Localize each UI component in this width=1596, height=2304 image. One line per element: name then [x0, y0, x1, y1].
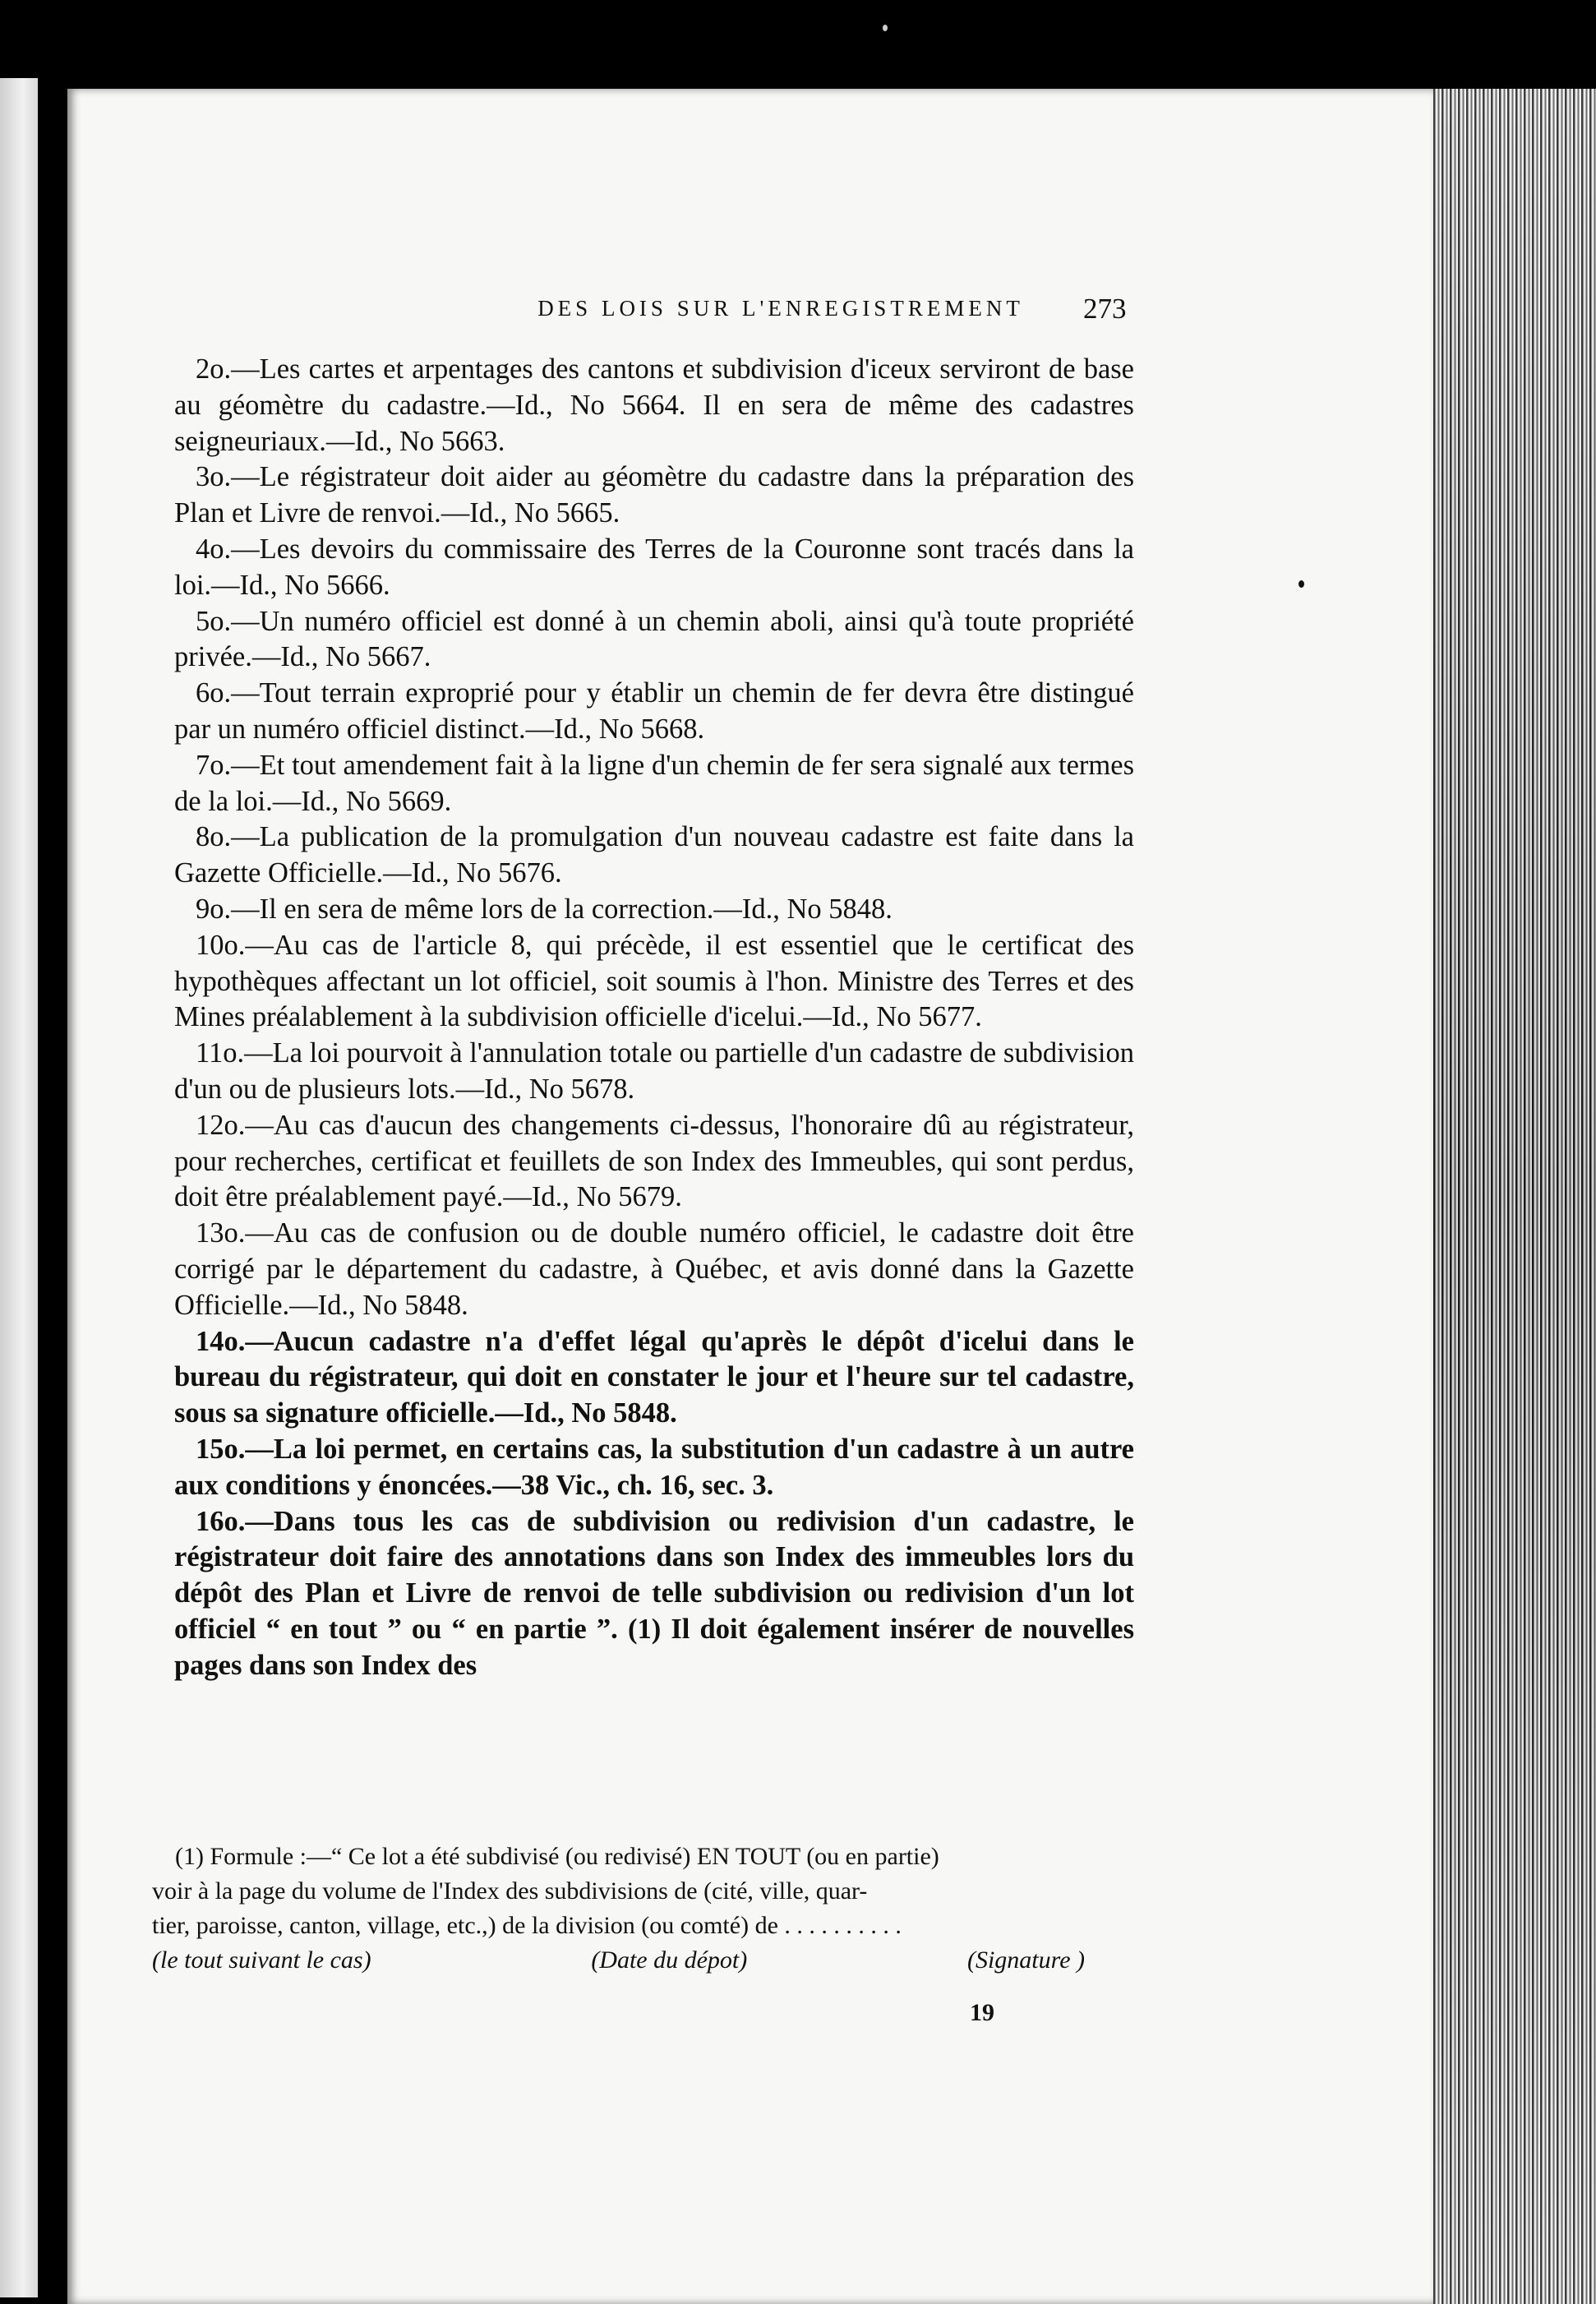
signature-mark: 19 — [970, 1999, 994, 2026]
paragraph: 13o.—Au cas de confusion ou de double numéro officiel, le cadastre doit être corrigé par le département du cadastre, à Québec, et avis donné dans la Gazette Officielle.—Id., No 5848. — [174, 1217, 1134, 1321]
ink-speck — [1298, 580, 1304, 588]
page-stack-edges — [1433, 89, 1596, 2304]
paragraph: 10o.—Au cas de l'article 8, qui précède, il est essentiel que le certificat des hypothèques affectant un lot officiel, soit soumis à l'hon. Ministre des Terres et des Mines préalablement à la subdivision officielle d'icelui.—Id., No 5677. — [174, 929, 1134, 1033]
paragraph: 8o.—La publication de la promulgation d'un nouveau cadastre est faite dans la Gazette Officielle.—Id., No 5676. — [174, 821, 1134, 889]
footnote-sign-left: (le tout suivant le cas) — [152, 1946, 371, 1974]
paragraph: 7o.—Et tout amendement fait à la ligne d'un chemin de fer sera signalé aux termes de la loi.—Id., No 5669. — [174, 749, 1134, 817]
footnote-line: (1) Formule :—“ Ce lot a été subdivisé (ou redivisé) EN TOUT (ou en partie) — [175, 1843, 939, 1870]
paragraph: 3o.—Le régistrateur doit aider au géomètre du cadastre dans la préparation des Plan et Livre de renvoi.—Id., No 5665. — [174, 461, 1134, 529]
paragraph: 16o.—Dans tous les cas de subdivision ou redivision d'un cadastre, le régistrateur doit faire des annotations dans son Index des immeubles lors du dépôt des Plan et Livre de renvoi de telle subdivision ou redivision d'un lot officiel “ en tout ” ou “ en partie ”. (1) Il doit également insérer de nouvelles pages dans son Index des — [174, 1505, 1134, 1681]
page-number: 273 — [1083, 293, 1127, 325]
footnote-sign-mid: (Date du dépot) — [591, 1946, 748, 1974]
paragraph: 5o.—Un numéro officiel est donné à un chemin aboli, ainsi qu'à toute propriété privée.—Id., No 5667. — [174, 605, 1134, 673]
ink-speck — [883, 25, 888, 31]
paragraph: 11o.—La loi pourvoit à l'annulation totale ou partielle d'un cadastre de subdivision d'un ou de plusieurs lots.—Id., No 5678. — [174, 1037, 1134, 1105]
footnote-line: tier, paroisse, canton, village, etc.,) de la division (ou comté) de . . . . . . . . . . — [152, 1912, 902, 1939]
paragraph: 15o.—La loi permet, en certains cas, la substitution d'un cadastre à un autre aux conditions y énoncées.—38 Vic., ch. 16, sec. 3. — [174, 1433, 1134, 1501]
paragraph: 4o.—Les devoirs du commissaire des Terres de la Couronne sont tracés dans la loi.—Id., No 5666. — [174, 533, 1134, 601]
footnote-sign-right: (Signature ) — [966, 1946, 1085, 1974]
paragraph: 2o.—Les cartes et arpentages des cantons et subdivision d'iceux serviront de base au géomètre du cadastre.—Id., No 5664. Il en sera de même des cadastres seigneuriaux.—Id., No 5663. — [174, 353, 1134, 457]
paragraph: 6o.—Tout terrain exproprié pour y établir un chemin de fer devra être distingué par un numéro officiel distinct.—Id., No 5668. — [174, 677, 1134, 745]
paragraph: 14o.—Aucun cadastre n'a d'effet légal qu'après le dépôt d'icelui dans le bureau du régistrateur, qui doit en constater le jour et l'heure sur tel cadastre, sous sa signature officielle.—Id., No 5848. — [174, 1325, 1134, 1429]
footnote — [152, 1840, 1118, 1978]
running-head: DES LOIS SUR L'ENREGISTREMENT — [537, 296, 1024, 321]
footnote-line: voir à la page du volume de l'Index des subdivisions de (cité, ville, quar- — [152, 1877, 868, 1905]
adjacent-page-edge — [0, 78, 38, 2297]
paragraph: 12o.—Au cas d'aucun des changements ci-dessus, l'honoraire dû au régistrateur, pour recherches, certificat et feuillets de son Index des Immeubles, qui sont perdus, doit être préalablement payé.—Id., No 5679. — [174, 1109, 1134, 1213]
body-text — [174, 352, 1134, 1683]
footnote-signature-row — [152, 1943, 1118, 1978]
paragraph: 9o.—Il en sera de même lors de la correction.—Id., No 5848. — [196, 893, 893, 925]
